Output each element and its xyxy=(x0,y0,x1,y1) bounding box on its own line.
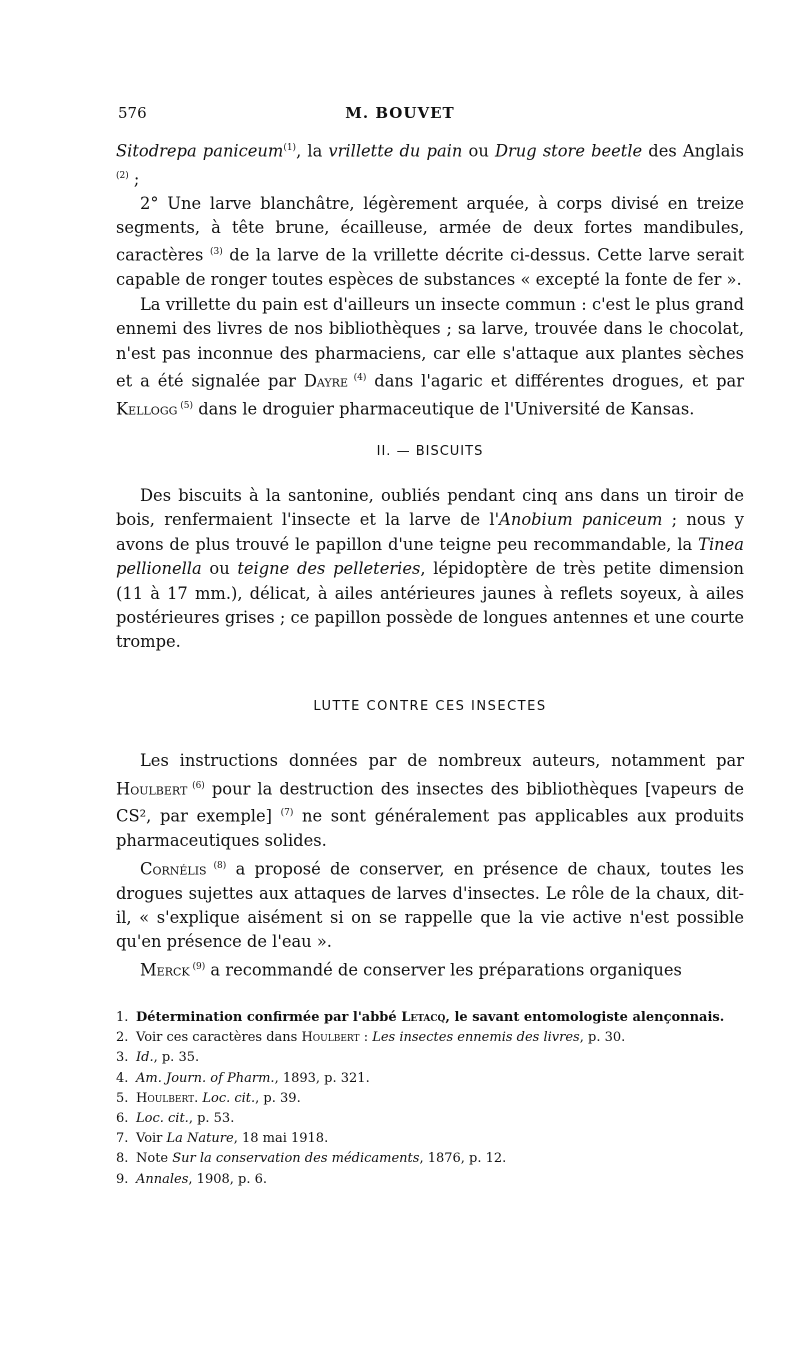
text-span: ne sont généralement pas applicables aux produits pharmaceutiques solides. xyxy=(116,806,744,851)
paragraph-cornelis xyxy=(116,854,744,955)
footnote-text-part: Voir xyxy=(136,1131,167,1147)
footnote-number: 8. xyxy=(116,1151,129,1167)
footnote-text-part: Voir ces caractères dans xyxy=(136,1030,302,1046)
footnote-text-part: Houlbert xyxy=(136,1090,195,1106)
author-name: Dayre xyxy=(303,371,348,391)
footnote-text xyxy=(136,1028,625,1048)
text-span: a proposé de conserver, en présence de chaux, toutes les drogues sujettes aux attaques de larves d'insectes. Le rôle de la chaux, dit-il, « s'explique aisément si on se rappelle que la vie active n'est possible qu'en présence de l'eau ». xyxy=(116,859,745,952)
footnote-ref: (2) xyxy=(116,170,129,181)
author-name: Kellogg xyxy=(116,399,178,419)
footnote-item xyxy=(116,1008,744,1028)
footnote-item xyxy=(116,1069,744,1089)
footnote-item xyxy=(116,1149,744,1169)
footnote-text-part: , p. 53. xyxy=(188,1111,235,1127)
footnote-text-part: Am. Journ. of Pharm. xyxy=(136,1070,275,1086)
paragraph-instructions xyxy=(116,749,744,853)
footnote-item xyxy=(116,1129,744,1149)
footnote-number: 6. xyxy=(116,1111,129,1127)
footnote-text-part: Loc. cit. xyxy=(202,1090,256,1106)
footnote-number: 3. xyxy=(116,1050,129,1066)
species-name: Anobium paniceum xyxy=(499,510,663,530)
footnote-text xyxy=(136,1149,506,1169)
footnote-text-part: , 1876, p. 12. xyxy=(419,1151,507,1167)
section-heading-biscuits: II. — BISCUITS xyxy=(376,443,484,459)
footnote-text-part: Id. xyxy=(136,1050,154,1066)
footnote-text xyxy=(136,1069,370,1089)
section-heading-lutte: LUTTE CONTRE CES INSECTES xyxy=(313,698,547,714)
page-number: 576 xyxy=(118,104,147,122)
paragraph-vrillette xyxy=(116,293,744,422)
footnote-ref: (1) xyxy=(283,143,297,153)
text-span: Les instructions données par de nombreux auteurs, notamment par xyxy=(140,751,744,771)
text-span: ou xyxy=(201,559,238,579)
footnote-text-part: . xyxy=(194,1090,203,1106)
footnote-text-part: , p. 39. xyxy=(255,1090,301,1106)
text-span: ou xyxy=(462,141,495,161)
paragraph-larve xyxy=(116,192,744,293)
main-text xyxy=(116,136,744,983)
footnote-ref: (7) xyxy=(280,808,294,819)
text-span: dans le droguier pharmaceutique de l'Université de Kansas. xyxy=(193,399,695,419)
common-name: vrillette du pain xyxy=(328,141,463,161)
running-head: M. BOUVET xyxy=(345,104,455,122)
footnote-item xyxy=(116,1028,744,1048)
footnote-text-part: , p. 30. xyxy=(579,1030,626,1046)
footnote-text xyxy=(136,1048,199,1068)
footnote-number: 4. xyxy=(116,1070,129,1086)
author-name: Cornélis xyxy=(140,859,207,879)
footnote-text xyxy=(136,1089,301,1109)
author-name: Houlbert xyxy=(116,779,188,799)
footnote-text-part: Letacq xyxy=(401,1010,446,1025)
footnote-ref: (9) xyxy=(189,961,206,972)
common-name: teigne des pelleteries xyxy=(237,559,421,579)
footnote-ref: (6) xyxy=(187,780,205,791)
footnote-text-part: Note xyxy=(136,1151,173,1167)
page-header xyxy=(0,104,800,126)
footnote-item xyxy=(116,1048,744,1068)
text-span: de la larve de la vrillette décrite ci-dessus. Cette larve serait capable de ronger toutes espèces de substances « excepté la fonte de fer ». xyxy=(116,245,745,290)
footnote-item xyxy=(116,1109,744,1129)
text-span: dans l'agaric et différentes drogues, et par xyxy=(366,371,744,391)
footnote-text-part: Houlbert xyxy=(301,1030,360,1046)
text-span: pour la destruction des insectes des bibliothèques [vapeurs de CS², par exemple] xyxy=(116,779,744,826)
footnote-item xyxy=(116,1089,744,1109)
text-span: ; nous y avons de plus trouvé le papillon d'une teigne peu recommandable, la xyxy=(116,510,744,554)
text-span: , lépidoptère de très petite dimension (11 à 17 mm.), délicat, à ailes antérieures jaunes à reflets soyeux, à ailes postérieures grises ; ce papillon possède de longues antennes et une courte trompe. xyxy=(116,559,744,652)
text-span: a recommandé de conserver les préparations organiques xyxy=(205,960,682,980)
footnote-text-part: Loc. cit. xyxy=(136,1111,189,1127)
footnote-number: 1. xyxy=(116,1010,129,1025)
footnote-text-part: : xyxy=(359,1030,373,1046)
footnote-text-part: , p. 35. xyxy=(153,1050,200,1066)
paragraph-biscuits xyxy=(116,484,744,655)
footnote-number: 5. xyxy=(116,1090,129,1106)
footnotes xyxy=(116,1008,744,1190)
text-span: La vrillette du pain est d'ailleurs un insecte commun : c'est le plus grand ennemi des livres de nos bibliothèques ; sa larve, trouvée dans le chocolat, n'est pas inconnue des pharmaciens, car elle s'attaque aux plantes sèches et a été signalée par xyxy=(116,294,744,391)
species-name: Sitodrepa paniceum xyxy=(116,141,284,161)
footnote-ref: (8) xyxy=(206,860,227,871)
footnote-text xyxy=(136,1129,328,1149)
footnote-text xyxy=(136,1008,724,1028)
footnote-text-part: Détermination confirmée par l'abbé xyxy=(136,1010,402,1025)
footnote-text-part: La Nature xyxy=(166,1131,234,1147)
footnote-text-part: , le savant entomologiste alençonnais. xyxy=(445,1010,725,1025)
author-name: Merck xyxy=(140,960,190,980)
footnote-text-part: , 1908, p. 6. xyxy=(188,1171,268,1187)
footnote-text-part: Annales xyxy=(136,1171,189,1187)
footnote-text-part: Les insectes ennemis des livres xyxy=(372,1030,580,1046)
footnote-list xyxy=(116,1008,744,1190)
text-span: ; xyxy=(128,169,140,189)
footnote-ref: (4) xyxy=(348,372,367,383)
text-span: , la xyxy=(296,141,329,161)
english-name: Drug store beetle xyxy=(494,141,643,161)
footnote-number: 2. xyxy=(116,1030,129,1046)
footnote-text-part: Sur la conservation des médicaments xyxy=(172,1151,420,1167)
footnote-item xyxy=(116,1170,744,1190)
footnote-number: 9. xyxy=(116,1171,129,1187)
footnote-ref: (5) xyxy=(177,400,194,411)
text-span: Des biscuits à la santonine, oubliés pendant cinq ans dans un tiroir de bois, renfermaient l'insecte et la larve de l' xyxy=(116,485,744,530)
text-span: des Anglais xyxy=(642,141,744,161)
text-span: 2° Une larve blanchâtre, légèrement arquée, à corps divisé en treize segments, à tête brune, écailleuse, armée de deux fortes mandibules, caractères xyxy=(116,193,744,265)
species-name: Tinea pellionella xyxy=(116,534,744,579)
footnote-text-part: , 1893, p. 321. xyxy=(274,1070,370,1086)
footnote-text-part: , 18 mai 1918. xyxy=(233,1131,329,1147)
footnote-text xyxy=(136,1109,234,1129)
paragraph-sitodrepa xyxy=(116,136,744,192)
footnote-ref: (3) xyxy=(209,247,223,258)
footnote-text xyxy=(136,1170,267,1190)
footnote-number: 7. xyxy=(116,1131,129,1147)
paragraph-merck xyxy=(116,955,744,983)
